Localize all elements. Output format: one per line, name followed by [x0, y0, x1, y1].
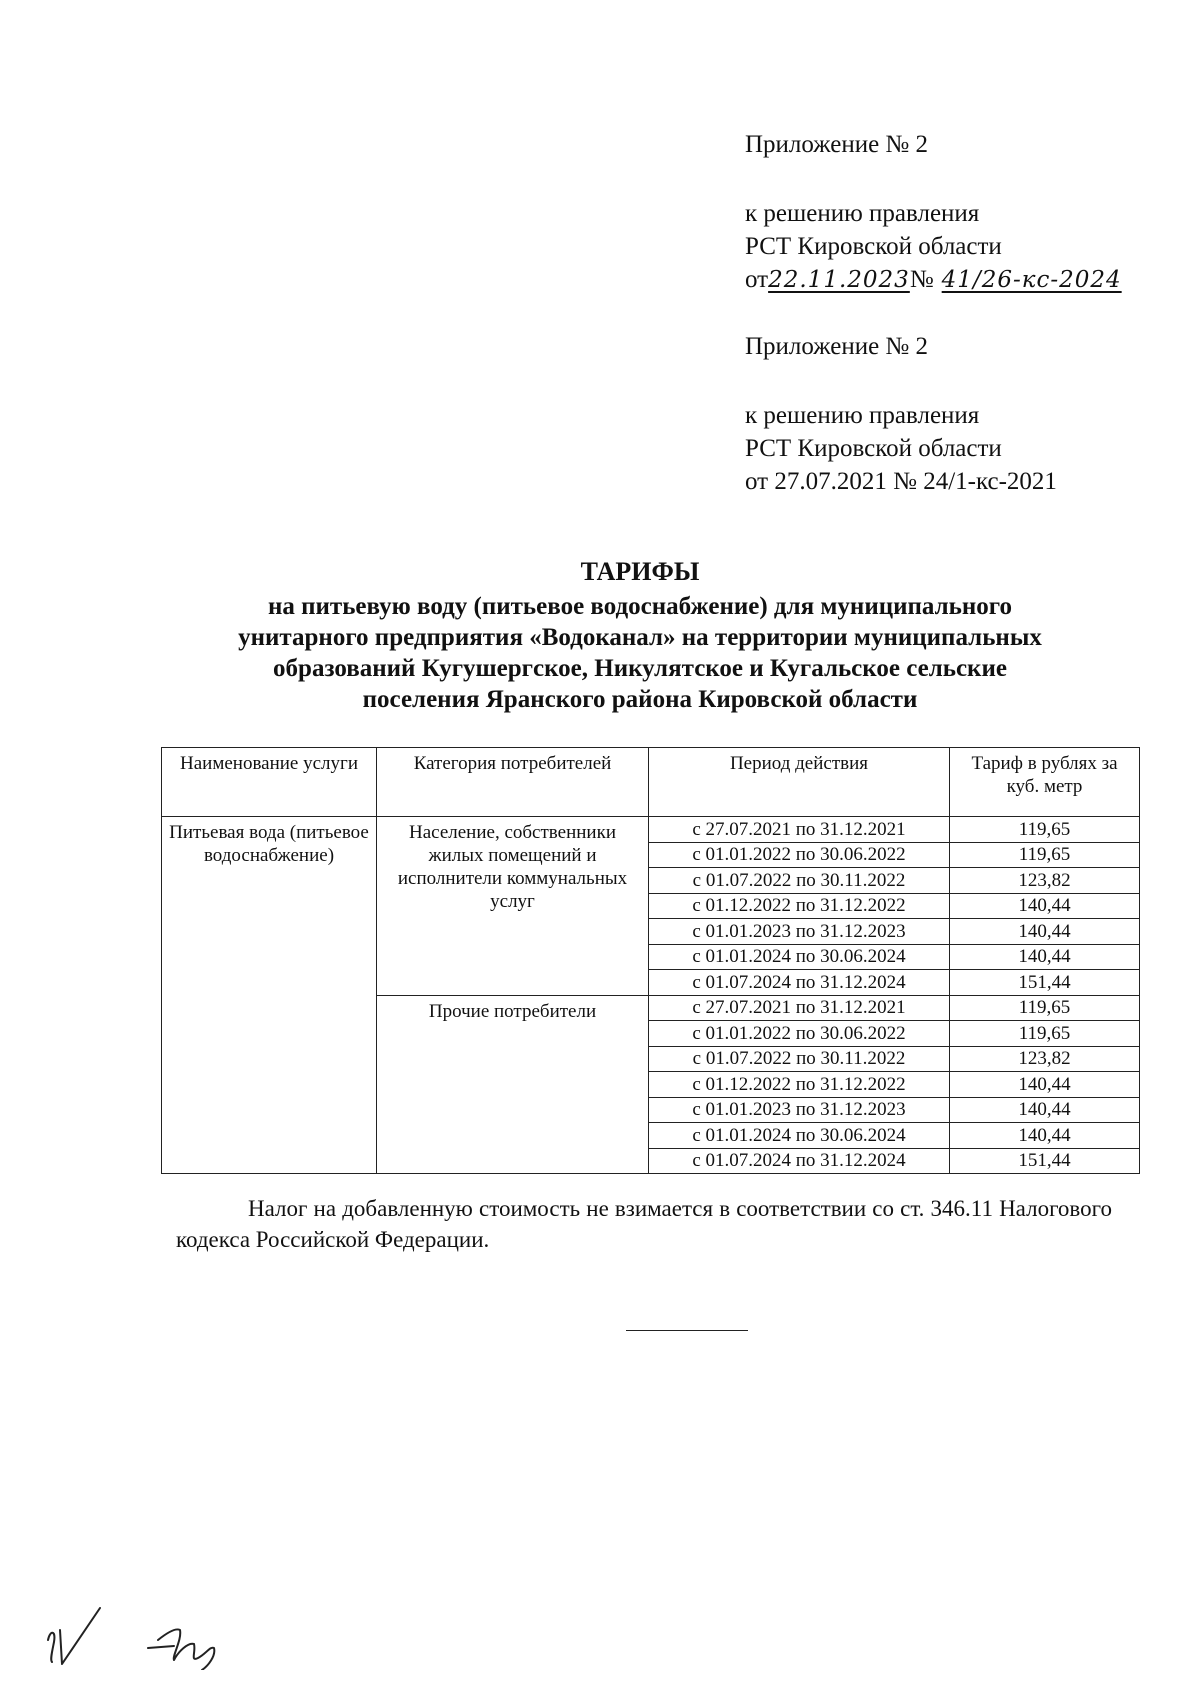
- period-cell: с 01.01.2022 по 30.06.2022: [649, 842, 950, 868]
- header-period: Период действия: [649, 748, 950, 817]
- header-service: Наименование услуги: [162, 748, 377, 817]
- tariff-cell: 140,44: [950, 1072, 1140, 1098]
- appendix-new-block: [745, 128, 1122, 297]
- handwritten-number: 41/26-кс-2024: [941, 267, 1122, 293]
- tariff-cell: 140,44: [950, 944, 1140, 970]
- tariffs-table: [161, 747, 1140, 1174]
- heading-line4: поселения Яранского района Кировской области: [362, 686, 918, 713]
- tariff-cell: 123,82: [950, 1046, 1140, 1072]
- appendix-new-date-line: [745, 263, 1122, 297]
- period-cell: с 01.12.2022 по 31.12.2022: [649, 893, 950, 919]
- period-cell: с 01.07.2022 по 30.11.2022: [649, 1046, 950, 1072]
- table-row: [162, 817, 1140, 843]
- appendix-new-title: Приложение № 2: [745, 131, 929, 158]
- period-cell: с 01.01.2024 по 30.06.2024: [649, 1123, 950, 1149]
- appendix-old-title: Приложение № 2: [745, 333, 929, 360]
- category-cell-population: Население, собственники жилых помещений и исполнители коммунальных услуг: [377, 817, 649, 996]
- number-prefix: №: [909, 266, 934, 293]
- tariff-cell: 151,44: [950, 970, 1140, 996]
- date-prefix: от: [745, 266, 769, 293]
- period-cell: с 01.07.2022 по 30.11.2022: [649, 868, 950, 894]
- appendix-old-block: [745, 330, 1057, 498]
- tariff-cell: 140,44: [950, 1097, 1140, 1123]
- period-cell: с 01.12.2022 по 31.12.2022: [649, 1072, 950, 1098]
- header-category: Категория потребителей: [377, 748, 649, 817]
- appendix-new-line1: к решению правления: [745, 200, 980, 227]
- period-cell: с 01.01.2024 по 30.06.2024: [649, 944, 950, 970]
- signature-scribble: [158, 1629, 214, 1670]
- document-title: ТАРИФЫ: [580, 557, 700, 586]
- header-tariff: Тариф в рублях за куб. метр: [950, 748, 1140, 817]
- tariff-cell: 119,65: [950, 817, 1140, 843]
- tariff-cell: 140,44: [950, 919, 1140, 945]
- tariff-cell: 123,82: [950, 868, 1140, 894]
- period-cell: с 01.01.2023 по 31.12.2023: [649, 1097, 950, 1123]
- service-name-cell: Питьевая вода (питьевое водоснабжение): [162, 817, 377, 1174]
- appendix-new-line2: РСТ Кировской области: [745, 233, 1002, 260]
- category-cell-others: Прочие потребители: [377, 995, 649, 1174]
- handwritten-signatures: [38, 1600, 258, 1670]
- end-divider: [626, 1330, 748, 1331]
- tariff-cell: 119,65: [950, 995, 1140, 1021]
- initials-slash: [60, 1608, 100, 1664]
- appendix-old-line2: РСТ Кировской области: [745, 435, 1002, 462]
- tariff-cell: 119,65: [950, 1021, 1140, 1047]
- period-cell: с 01.07.2024 по 31.12.2024: [649, 970, 950, 996]
- heading-line3: образований Кугушергское, Никулятское и Кугальское сельские: [273, 655, 1007, 682]
- tariff-cell: 140,44: [950, 1123, 1140, 1149]
- heading-line2: унитарного предприятия «Водоканал» на территории муниципальных: [238, 624, 1042, 651]
- handwritten-date: 22.11.2023: [768, 267, 910, 293]
- vat-note: Налог на добавленную стоимость не взимается в соответствии со ст. 346.11 Налогового кодекса Российской Федерации.: [176, 1196, 1112, 1252]
- appendix-old-line3: от 27.07.2021 № 24/1-кс-2021: [745, 468, 1057, 495]
- period-cell: с 01.07.2024 по 31.12.2024: [649, 1148, 950, 1174]
- tariff-cell: 140,44: [950, 893, 1140, 919]
- period-cell: с 01.01.2023 по 31.12.2023: [649, 919, 950, 945]
- heading-line1: на питьевую воду (питьевое водоснабжение) для муниципального: [267, 593, 1013, 620]
- document-heading: [160, 556, 1120, 715]
- tariff-cell: 119,65: [950, 842, 1140, 868]
- appendix-old-line1: к решению правления: [745, 402, 980, 429]
- tariff-cell: 151,44: [950, 1148, 1140, 1174]
- period-cell: с 01.01.2022 по 30.06.2022: [649, 1021, 950, 1047]
- table-header-row: [162, 748, 1140, 817]
- signature-stroke: [148, 1646, 174, 1648]
- period-cell: с 27.07.2021 по 31.12.2021: [649, 817, 950, 843]
- initials-mark: [48, 1633, 54, 1662]
- period-cell: с 27.07.2021 по 31.12.2021: [649, 995, 950, 1021]
